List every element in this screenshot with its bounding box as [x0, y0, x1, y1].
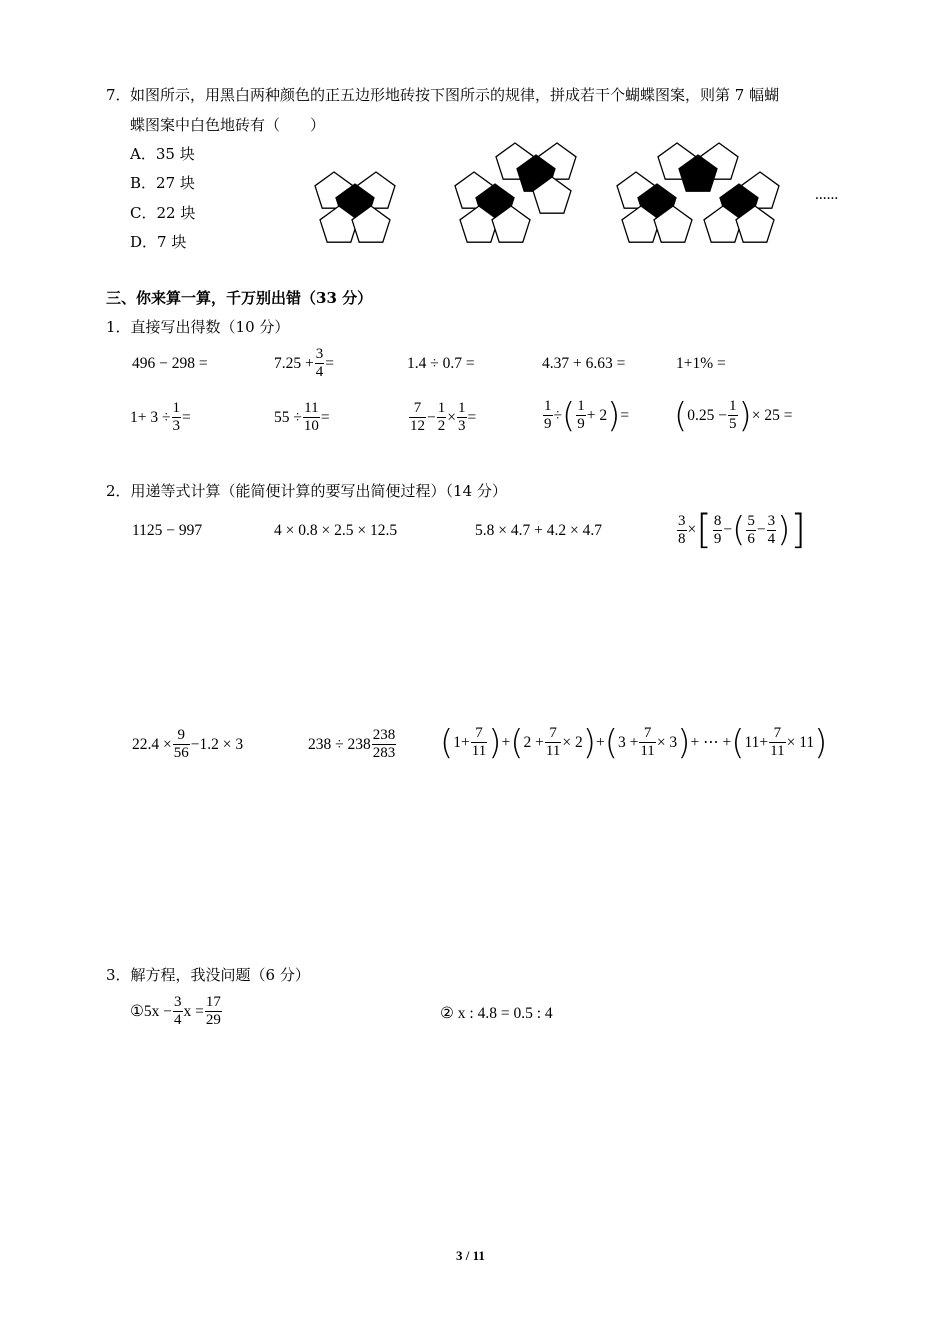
- calc-7: 55 ÷ $\frac{11}{10}$ =: [274, 400, 330, 434]
- compute-5: 22.4 × $\frac{9}{56}$ −1.2 × 3: [132, 727, 244, 761]
- butterfly-figure-2: [455, 143, 576, 242]
- calc-4: 4.37 + 6.63 =: [542, 355, 626, 372]
- compute-4: $\frac{3}{8}$ × [ $\frac{8}{9}$ − ( $\frac{5}{6}$ − $\frac{3}{4}$ ) ]: [678, 507, 806, 553]
- calc-10: ( 0.25 − $\frac{1}{5}$ ) × 25 =: [674, 395, 793, 436]
- calc-3: 1.4 ÷ 0.7 =: [407, 355, 475, 372]
- q7-option-d: D．7 块: [130, 233, 187, 251]
- part3-title: 3．解方程，我没问题（6 分）: [106, 966, 310, 984]
- q7-text-line1: 如图所示，用黑白两种颜色的正五边形地砖按下图所示的规律，拼成若干个蝴蝶图案，则第 7 幅蝴: [130, 86, 780, 104]
- compute-2: 4 × 0.8 × 2.5 × 12.5: [274, 522, 398, 539]
- calc-6: 1+ 3 ÷ $\frac{1}{3}$ =: [130, 400, 191, 434]
- butterfly-figure-3: [617, 143, 779, 242]
- page-number: 3 / 11: [456, 1248, 485, 1263]
- q7-option-a: A．35 块: [130, 145, 195, 163]
- calc-1: 496 − 298 =: [132, 355, 208, 372]
- q7-text-line2: 蝶图案中白色地砖有（ ）: [130, 116, 326, 134]
- compute-7: ( 1+ $\frac{7}{11}$ ) + ( 2 + $\frac{7}{11}$ × 2 ) + ( 3 + $\frac{7}{11}$ × 3 ) + ⋯ + ( 11+ $\frac{7}{11}$ × 11 ): [440, 722, 828, 763]
- calc-9: $\frac{1}{9}$ ÷ ( $\frac{1}{9}$ + 2 ) =: [544, 395, 630, 436]
- section-3-title: 三、你来算一算，千万别出错（33 分）: [106, 289, 373, 307]
- butterfly-figure-1: [315, 172, 395, 242]
- q7-option-c: C．22 块: [130, 204, 196, 222]
- q7-number: 7．: [106, 86, 131, 104]
- compute-3: 5.8 × 4.7 + 4.2 × 4.7: [475, 522, 602, 539]
- calc-2: 7.25 + $\frac{3}{4}$ =: [274, 346, 334, 380]
- part1-title: 1．直接写出得数（10 分）: [106, 318, 290, 336]
- calc-8: $\frac{7}{12}$ − $\frac{1}{2}$ × $\frac{1}{3}$ =: [410, 400, 477, 434]
- equation-2: ② x : 4.8 = 0.5 : 4: [440, 1005, 553, 1022]
- butterfly-pattern-figure: [300, 138, 800, 248]
- compute-1: 1125 − 997: [132, 522, 203, 539]
- q7-option-b: B．27 块: [130, 174, 195, 192]
- compute-6: 238 ÷ 238 $\frac{238}{283}$: [308, 727, 396, 761]
- part2-title: 2．用递等式计算（能简便计算的要写出简便过程）（14 分）: [106, 482, 507, 500]
- calc-5: 1+1% =: [676, 355, 726, 372]
- pattern-ellipsis: ......: [815, 186, 839, 203]
- equation-1: ①5x − $\frac{3}{4}$ x = $\frac{17}{29}$: [130, 994, 221, 1028]
